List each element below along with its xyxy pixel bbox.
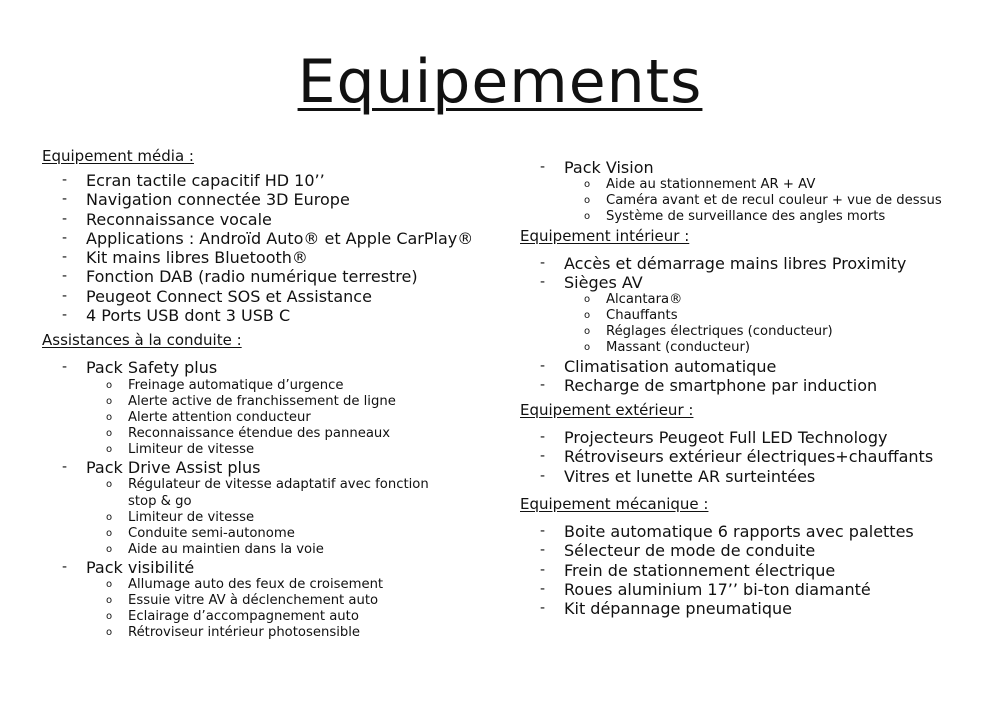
sub-list-item: o Alerte attention conducteur (86, 410, 502, 426)
vision-list (520, 158, 980, 226)
seats-item (520, 273, 980, 357)
list-item: - Sélecteur de mode de conduite (520, 541, 980, 560)
pack-label: Pack Safety plus (86, 358, 218, 378)
sub-list-item: o Limiteur de vitesse (86, 442, 502, 458)
sub-list-item: o Régulateur de vitesse adaptatif avec fonction stop & go (86, 477, 458, 509)
list-item: - Roues aluminium 17’’ bi-ton diamanté (520, 580, 980, 599)
list-item: - Fonction DAB (radio numérique terrestre) (42, 267, 502, 286)
sub-list (564, 292, 980, 356)
section-heading-exterior: Equipement extérieur : (520, 401, 694, 420)
sub-list-item: o Essuie vitre AV à déclenchement auto (86, 593, 502, 609)
right-column (520, 158, 980, 619)
section-heading-mechanical: Equipement mécanique : (520, 495, 709, 514)
sub-list-item: o Aide au stationnement AR + AV (564, 177, 980, 193)
list-item: - Climatisation automatique (520, 357, 980, 376)
list-item: - Navigation connectée 3D Europe (42, 190, 502, 209)
pack-drive-assist (42, 458, 502, 558)
sub-list (86, 477, 502, 557)
sub-list-item: o Alerte active de franchissement de ligne (86, 394, 502, 410)
sub-list-item: o Limiteur de vitesse (86, 510, 502, 526)
list-item: - Accès et démarrage mains libres Proximity (520, 254, 980, 273)
pack-label: Pack Vision (564, 158, 654, 177)
pack-label: Pack Drive Assist plus (86, 458, 261, 478)
sub-list-item: o Caméra avant et de recul couleur + vue de dessus (564, 193, 980, 209)
pack-safety (42, 358, 502, 458)
sub-list-item: o Conduite semi-autonome (86, 526, 502, 542)
interior-list (520, 254, 980, 396)
media-list (42, 171, 502, 325)
sub-list (564, 177, 980, 225)
list-item: - Rétroviseurs extérieur électriques+chauffants (520, 447, 980, 466)
sub-list-item: o Alcantara® (564, 292, 980, 308)
section-heading-assist: Assistances à la conduite : (42, 331, 242, 350)
sub-list-item: o Rétroviseur intérieur photosensible (86, 625, 502, 641)
mechanical-list (520, 522, 980, 618)
sub-list (86, 378, 502, 458)
list-item: - Kit mains libres Bluetooth® (42, 248, 502, 267)
list-item: - Frein de stationnement électrique (520, 561, 980, 580)
seats-label: Sièges AV (564, 272, 643, 292)
sub-list-item: o Réglages électriques (conducteur) (564, 324, 980, 340)
section-heading-interior: Equipement intérieur : (520, 226, 690, 245)
list-item: - Boite automatique 6 rapports avec palettes (520, 522, 980, 541)
assist-list (42, 358, 502, 641)
page-title: Equipements (297, 47, 703, 117)
sub-list-item: o Chauffants (564, 308, 980, 324)
pack-vision (520, 158, 980, 226)
list-item: - Peugeot Connect SOS et Assistance (42, 287, 502, 306)
list-item: - Reconnaissance vocale (42, 210, 502, 229)
sub-list (86, 577, 502, 641)
sub-list-item: o Freinage automatique d’urgence (86, 378, 502, 394)
left-column (42, 146, 502, 642)
list-item: - Applications : Androïd Auto® et Apple CarPlay® (42, 229, 502, 248)
sub-list-item: o Massant (conducteur) (564, 340, 980, 356)
pack-visibilite (42, 558, 502, 642)
list-item: - Recharge de smartphone par induction (520, 376, 980, 395)
list-item: - 4 Ports USB dont 3 USB C (42, 306, 502, 325)
sub-list-item: o Eclairage d’accompagnement auto (86, 609, 502, 625)
list-item: - Kit dépannage pneumatique (520, 599, 980, 618)
list-item: - Ecran tactile capacitif HD 10’’ (42, 171, 502, 190)
list-item: - Projecteurs Peugeot Full LED Technology (520, 428, 980, 447)
list-item: - Vitres et lunette AR surteintées (520, 467, 980, 486)
sub-list-item: o Aide au maintien dans la voie (86, 542, 502, 558)
exterior-list (520, 428, 980, 486)
sub-list-item: o Système de surveillance des angles morts (564, 209, 980, 225)
pack-label: Pack visibilité (86, 557, 195, 577)
sub-list-item: o Reconnaissance étendue des panneaux (86, 426, 502, 442)
section-heading-media: Equipement média : (42, 147, 194, 165)
sub-list-item: o Allumage auto des feux de croisement (86, 577, 502, 593)
